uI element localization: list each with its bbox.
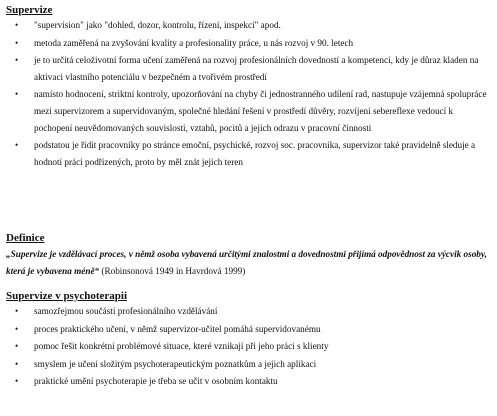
list-item: [6, 356, 491, 373]
bullet-icon: •: [15, 20, 19, 30]
bullet-list-psychoterapie: [6, 303, 491, 390]
section-heading-supervize: Supervize: [6, 4, 53, 16]
list-item: [6, 35, 491, 52]
list-item-text: je to určitá celoživotní forma učení zaměřená na rozvoj profesionálních dovedností a kompetencí, kdy je důraz kladen na aktivaci vlastního potenciálu v bezpečném a tvořivém prostředí: [34, 55, 479, 82]
bullet-icon: •: [15, 89, 19, 100]
section-psychoterapie: [6, 288, 491, 390]
list-item: [6, 373, 491, 390]
list-item-text: praktické umění psychoterapie je třeba se učit v osobním kontaktu: [34, 376, 278, 387]
bullet-icon: •: [15, 306, 19, 316]
section-supervize: [6, 2, 491, 230]
list-item: [6, 86, 491, 136]
bullet-list-supervize: [6, 17, 491, 170]
bullet-icon: •: [15, 55, 19, 66]
list-item-text: "supervision" jako "dohled, dozor, kontrolu, řízení, inspekci" apod.: [34, 20, 281, 30]
bullet-icon: •: [15, 358, 19, 369]
list-item-text: samozřejmou součástí profesionálního vzdělávání: [34, 306, 218, 316]
section-heading-definice: Definice: [6, 232, 45, 244]
list-item: [6, 52, 491, 85]
list-item-text: namísto hodnocení, striktní kontroly, upozorňování na chyby či jednostranného udílení rad, nastupuje vzájemná spolupráce mezi supervizorem a supervidovaným, společné hledání řešení v prostředí důvěry, rozvíjení sebereflexe vedoucí k pochopení neuvědomovaných souvislostí, vztahů, pocitů a jejich odrazu v pracovní činnosti: [34, 89, 487, 133]
list-item: [6, 338, 491, 355]
list-item-text: smyslem je učení složitým psychoterapeutickým poznatkům a jejich aplikaci: [34, 358, 317, 369]
list-item-text: pomoc řešit konkrétní problémové situace, které vznikají při jeho práci s klienty: [34, 341, 329, 352]
section-heading-psychoterapie: Supervize v psychoterapii: [6, 290, 127, 302]
definition-quote: [6, 245, 491, 279]
list-item: [6, 303, 491, 320]
definition-quote-source: (Robinsonová 1949 in Havrdová 1999): [99, 265, 246, 276]
list-item-text: podstatou je řídit pracovníky po stránce emoční, psychické, rozvoj soc. pracovníka, supervizor také pravidelně sleduje a hodnotí práci podřízených, proto by měl znát jejich teren: [34, 140, 476, 167]
list-item: [6, 321, 491, 338]
list-item-text: metoda zaměřená na zvyšování kvality a profesionality práce, u nás rozvoj v 90. letech: [34, 37, 354, 48]
definition-quote-text: „Supervize je vzdělávací proces, v němž osoba vybavená určitými znalostmi a dovednostmi přijímá odpovědnost za výcvik osoby, která je vybavena méně“: [6, 249, 487, 276]
list-item: [6, 137, 491, 170]
list-item-text: proces praktického učení, v němž supervizor-učitel pomáhá supervidovanému: [34, 323, 321, 334]
bullet-icon: •: [15, 37, 19, 48]
bullet-icon: •: [15, 341, 19, 352]
list-item: [6, 17, 491, 34]
bullet-icon: •: [15, 376, 19, 387]
section-definice: [6, 230, 491, 288]
bullet-icon: •: [15, 140, 19, 151]
bullet-icon: •: [15, 323, 19, 334]
